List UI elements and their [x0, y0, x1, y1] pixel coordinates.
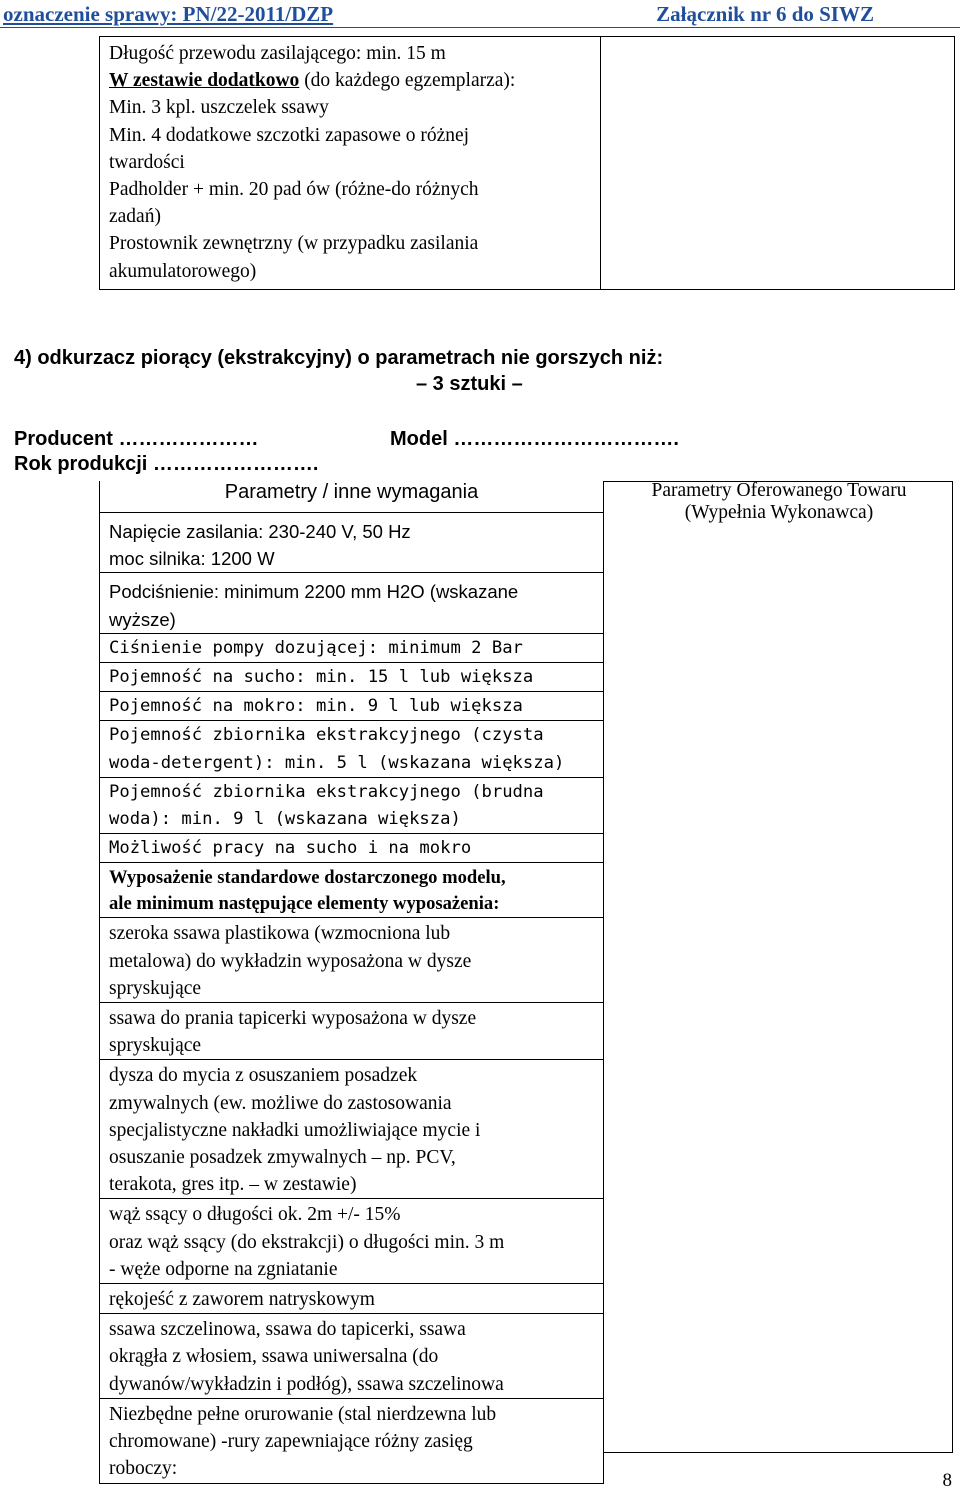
tubing-line-2: chromowane) -rury zapewniające różny zasięg: [109, 1431, 473, 1453]
motor-power-line: moc silnika: 1200 W: [109, 548, 275, 570]
attachment-label: Załącznik nr 6 do SIWZ: [656, 2, 874, 26]
upholstery-nozzle-line-cont: spryskujące: [109, 1035, 202, 1057]
table-row: [100, 1199, 604, 1284]
parameters-header-cell: [100, 481, 604, 513]
floor-nozzle-line: dysza do mycia z osuszaniem posadzek: [109, 1065, 418, 1087]
upholstery-nozzle-line: ssawa do prania tapicerki wyposażona w dysze: [109, 1008, 477, 1030]
table-row: [100, 633, 604, 662]
table-row: [100, 777, 604, 833]
header-rule: [0, 27, 960, 28]
offered-parameters-subtitle: (Wypełnia Wykonawca): [684, 502, 874, 523]
kit-extras-heading: W zestawie dodatkowo: [109, 70, 300, 92]
wet-capacity-line: Pojemność na mokro: min. 9 l lub większa: [109, 696, 523, 717]
floor-nozzle-line-2: zmywalnych (ew. możliwe do zastosowania: [109, 1092, 452, 1114]
padholder-line: Padholder + min. 20 pad ów (różne-do różnych: [109, 179, 479, 201]
vacuum-line: Podciśnienie: minimum 2200 mm H2O (wskazane: [109, 581, 519, 603]
table-row: [100, 1284, 604, 1314]
wide-nozzle-line: szeroka ssawa plastikowa (wzmocniona lub: [109, 923, 451, 945]
pump-pressure-line: Ciśnienie pompy dozującej: minimum 2 Bar: [109, 637, 523, 658]
top-table-right-cell[interactable]: [601, 37, 955, 290]
table-row: [100, 1314, 604, 1399]
table-row: [100, 573, 604, 633]
page-number: 8: [942, 1470, 952, 1491]
dry-capacity-line: Pojemność na sucho: min. 15 l lub większa: [109, 667, 534, 688]
cable-length-line: Długość przewodu zasilającego: min. 15 m: [109, 43, 446, 64]
table-row: [100, 513, 604, 573]
producer-model-line: [14, 426, 914, 452]
dry-wet-operation-line: Możliwość pracy na sucho i na mokro: [109, 838, 472, 859]
wide-nozzle-line-2: metalowa) do wykładzin wyposażona w dysze: [109, 950, 472, 972]
clean-tank-line: Pojemność zbiornika ekstrakcyjnego (czysta: [109, 725, 544, 746]
offered-parameters-title: Parametry Oferowanego Towaru: [651, 480, 907, 501]
tubing-line: Niezbędne pełne orurowanie (stal nierdzewna lub: [109, 1403, 497, 1425]
section-title: 4) odkurzacz piorący (ekstrakcyjny) o parametrach nie gorszych niż:: [14, 347, 664, 369]
top-table-left-cell: [100, 37, 601, 290]
table-row: [100, 663, 604, 692]
dirty-tank-line: Pojemność zbiornika ekstrakcyjnego (brudna: [109, 781, 544, 802]
table-row: [100, 1060, 604, 1199]
suction-hose-line-2: oraz wąż ssący (do ekstrakcji) o długości min. 3 m: [109, 1231, 505, 1253]
producer-field[interactable]: Producent …………………: [14, 428, 259, 450]
spray-handle-line: rękojeść z zaworem natryskowym: [109, 1289, 375, 1311]
brushes-line: Min. 4 dodatkowe szczotki zapasowe o różnej: [109, 124, 470, 146]
top-table: [99, 36, 955, 290]
parameters-header-label: Parametry / inne wymagania: [224, 481, 479, 503]
parameters-table: [99, 481, 604, 1484]
table-row: [100, 692, 604, 721]
wide-nozzle-line-3: spryskujące: [109, 977, 202, 999]
table-row: [100, 918, 604, 1003]
table-row: [100, 834, 604, 863]
clean-tank-line-cont: woda-detergent): min. 5 l (wskazana większa): [109, 752, 565, 773]
table-row: [100, 1003, 604, 1060]
section-quantity: – 3 sztuki –: [416, 373, 523, 395]
floor-nozzle-line-5: terakota, gres itp. – w zestawie): [109, 1174, 357, 1196]
model-field[interactable]: Model …………………………….: [390, 428, 679, 450]
voltage-line: Napięcie zasilania: 230-240 V, 50 Hz: [109, 521, 411, 542]
brushes-line-cont: twardości: [109, 151, 185, 173]
production-year-field[interactable]: Rok produkcji …………………….: [14, 453, 319, 475]
accessory-nozzles-line-3: dywanów/wykładzin i podłóg), ssawa szczelinowa: [109, 1373, 504, 1395]
equipment-heading-line: Wyposażenie standardowe dostarczonego modelu,: [109, 867, 506, 889]
suction-hose-line-3: - węże odporne na zgniatanie: [109, 1258, 338, 1280]
table-row: [100, 721, 604, 777]
rectifier-line-cont: akumulatorowego): [109, 260, 257, 282]
kit-extras-note: (do każdego egzemplarza):: [299, 70, 516, 92]
dirty-tank-line-cont: woda): min. 9 l (wskazana większa): [109, 809, 461, 830]
page-header: [0, 0, 960, 30]
floor-nozzle-line-4: osuszanie posadzek zmywalnych – np. PCV,: [109, 1147, 456, 1169]
padholder-line-cont: zadań): [109, 206, 161, 228]
rectifier-line: Prostownik zewnętrzny (w przypadku zasilania: [109, 233, 479, 255]
case-reference: oznaczenie sprawy: PN/22-2011/DZP: [3, 2, 334, 26]
offered-parameters-column[interactable]: [603, 481, 953, 1453]
tubing-line-3: roboczy:: [109, 1458, 178, 1480]
table-row: [100, 863, 604, 918]
suction-hose-line: wąż ssący o długości ok. 2m +/- 15%: [109, 1204, 401, 1226]
kit-extras-line: [109, 67, 592, 94]
floor-nozzle-line-3: specjalistyczne nakładki umożliwiające mycie i: [109, 1119, 481, 1141]
seals-line: Min. 3 kpl. uszczelek ssawy: [109, 97, 329, 119]
vacuum-line-cont: wyższe): [109, 608, 176, 630]
equipment-heading-line-cont: ale minimum następujące elementy wyposażenia:: [109, 893, 500, 915]
accessory-nozzles-line: ssawa szczelinowa, ssawa do tapicerki, ssawa: [109, 1319, 466, 1341]
table-row: [100, 1398, 604, 1483]
accessory-nozzles-line-2: okrągła z włosiem, ssawa uniwersalna (do: [109, 1346, 439, 1368]
